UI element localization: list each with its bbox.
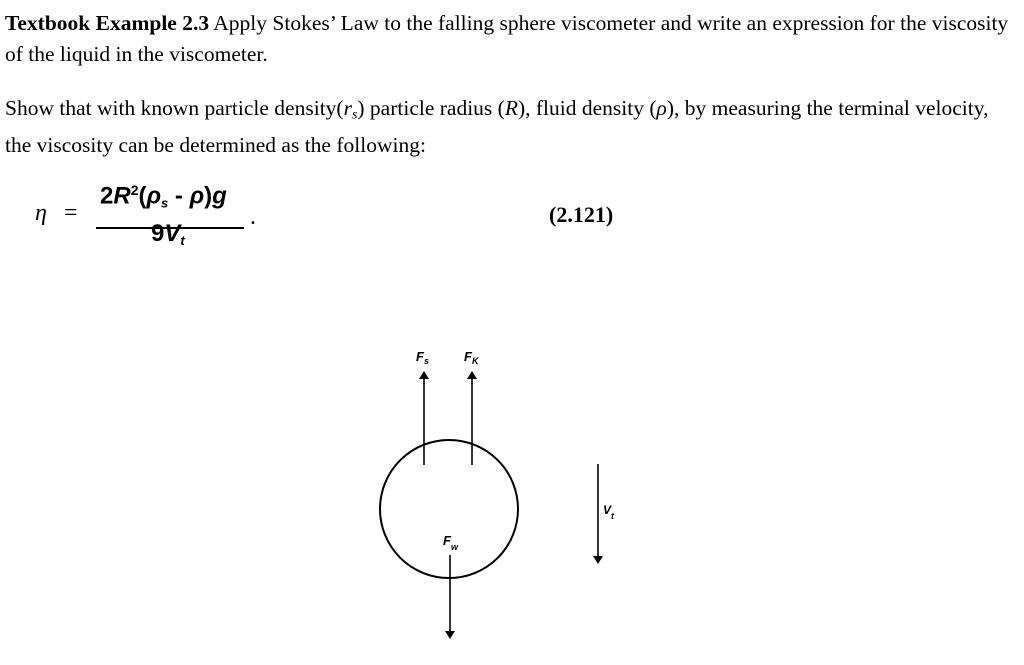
equation-period: .	[250, 204, 256, 230]
den-velocity: V	[164, 220, 181, 247]
num-close-paren: )	[204, 182, 213, 210]
fluid-density-symbol: ρ	[656, 96, 667, 120]
example-heading: Textbook Example 2.3	[5, 11, 210, 35]
equals-sign: =	[64, 200, 78, 226]
num-radius: R	[113, 182, 131, 210]
density-subscript: s	[351, 107, 358, 123]
problem-text-d: ), by measuring the terminal velocity, the viscosity can be determined as the following:	[5, 96, 989, 158]
problem-text-b: ) particle radius (	[357, 96, 505, 120]
equation-number: (2.121)	[549, 202, 614, 227]
problem-text-a: Show that with known particle density(	[5, 96, 344, 120]
num-s-subscript: s	[161, 195, 169, 211]
den-t-subscript: t	[180, 232, 185, 248]
num-gravity: g	[212, 182, 227, 210]
eta-symbol: η	[35, 200, 47, 226]
velocity-label: $V_t$	[603, 503, 615, 521]
sphere	[380, 440, 518, 578]
num-rho: ρ	[189, 182, 205, 210]
radius-symbol: R	[504, 96, 518, 120]
num-coefficient: 2	[100, 182, 114, 210]
example-text: Apply Stokes’ Law to the falling sphere viscometer and write an expression for the viscosity of the liquid in the viscometer.	[5, 11, 1009, 66]
num-minus: -	[168, 182, 190, 210]
density-symbol: r	[343, 96, 352, 120]
problem-text-c: ), fluid density (	[517, 96, 657, 120]
num-exponent: 2	[130, 182, 139, 198]
weight-label: $F_w$	[443, 533, 458, 552]
drag-label: $F_K$	[464, 349, 479, 366]
num-rho-s: ρ	[146, 182, 162, 210]
buoyancy-label: $F_s$	[416, 349, 429, 366]
den-coefficient: 9	[151, 220, 165, 247]
num-open-paren: (	[138, 182, 147, 210]
